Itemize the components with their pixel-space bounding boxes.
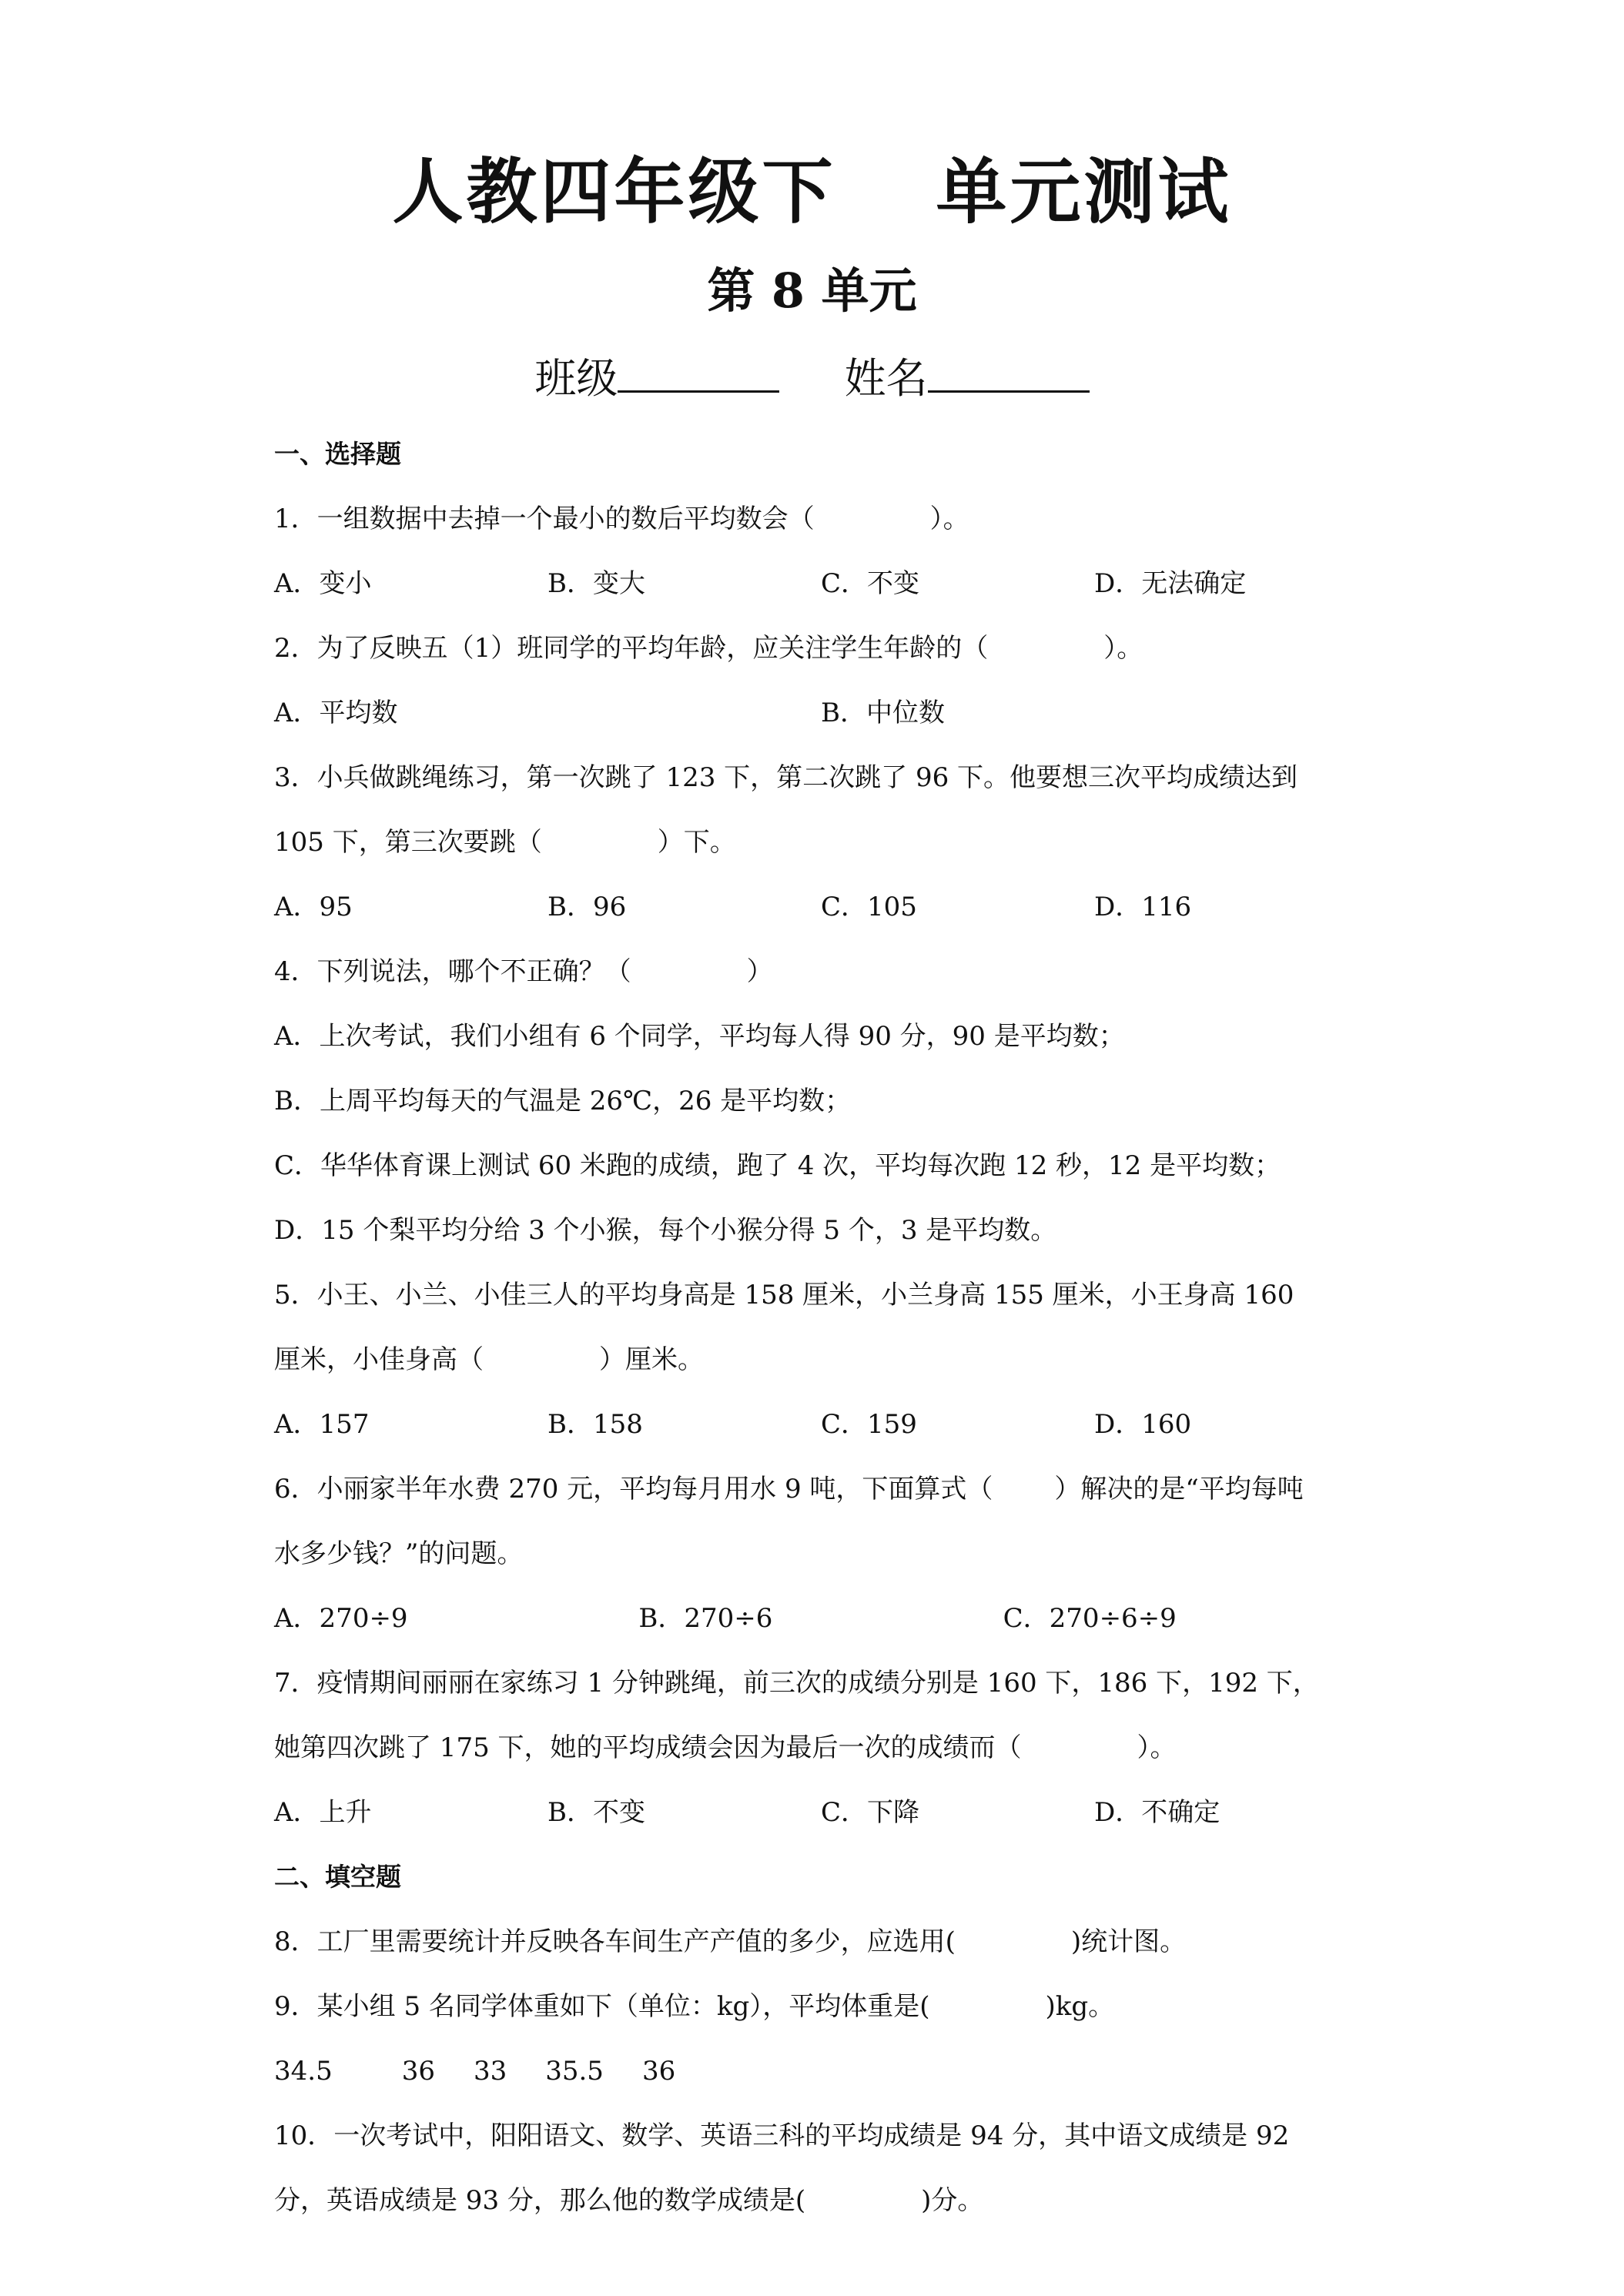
question-10: 10．一次考试中，阳阳语文、数学、英语三科的平均成绩是 94 分，其中语文成绩是 92: [274, 2120, 1290, 2151]
option-b[interactable]: B．变大: [547, 568, 645, 599]
weight-value: 36: [401, 2056, 435, 2087]
question-5-continued: 厘米，小佳身高（ ）厘米。: [274, 1344, 704, 1375]
worksheet-body: [274, 422, 1368, 2233]
name-blank[interactable]: [928, 350, 1090, 393]
option-a[interactable]: A．157: [274, 1409, 370, 1440]
option-c[interactable]: C．270÷6÷9: [1003, 1603, 1177, 1634]
option-a[interactable]: A．95: [274, 892, 353, 922]
question-3-options: [274, 875, 1368, 939]
option-d[interactable]: D．116: [1094, 892, 1192, 922]
question-7-options: [274, 1780, 1368, 1845]
question-9: 9．某小组 5 名同学体重如下（单位：kg），平均体重是( )kg。: [274, 1991, 1115, 2022]
option-b[interactable]: B．270÷6: [638, 1603, 773, 1634]
question-7-continued: 她第四次跳了 175 下，她的平均成绩会因为最后一次的成绩而（ ）。: [274, 1732, 1177, 1763]
class-label: 班级: [534, 354, 618, 403]
option-c[interactable]: C．105: [821, 892, 917, 922]
option-a[interactable]: A．平均数: [274, 698, 398, 728]
question-5: 5．小王、小兰、小佳三人的平均身高是 158 厘米，小兰身高 155 厘米，小王身高 160: [274, 1280, 1294, 1310]
option-d[interactable]: D．不确定: [1094, 1797, 1221, 1828]
question-6: 6．小丽家半年水费 270 元，平均每月用水 9 吨，下面算式（ ）解决的是“平均每吨: [274, 1474, 1304, 1504]
student-info-row: [0, 350, 1624, 406]
page-title: [0, 146, 1624, 239]
weight-value: 33: [473, 2056, 507, 2087]
option-b[interactable]: B．96: [547, 892, 627, 922]
option-c[interactable]: C．不变: [821, 568, 920, 599]
question-8: 8．工厂里需要统计并反映各车间生产产值的多少，应选用( )统计图。: [274, 1926, 1187, 1957]
option-a[interactable]: A．上次考试，我们小组有 6 个同学，平均每人得 90 分，90 是平均数；: [274, 1021, 1125, 1052]
option-b[interactable]: B．158: [547, 1409, 643, 1440]
option-c[interactable]: C．下降: [821, 1797, 920, 1828]
weight-value: 36: [641, 2056, 676, 2087]
question-5-options: [274, 1392, 1368, 1457]
class-blank[interactable]: [618, 350, 779, 393]
option-d[interactable]: D．无法确定: [1094, 568, 1247, 599]
option-c[interactable]: C．华华体育课上测试 60 米跑的成绩，跑了 4 次，平均每次跑 12 秒，12 是平均数；: [274, 1150, 1281, 1181]
option-d[interactable]: D．160: [1094, 1409, 1192, 1440]
option-a[interactable]: A．上升: [274, 1797, 372, 1828]
option-c[interactable]: C．159: [821, 1409, 917, 1440]
question-6-options: [274, 1586, 1368, 1651]
question-3-continued: 105 下，第三次要跳（ ）下。: [274, 827, 736, 858]
title-right: 单元测试: [936, 151, 1232, 233]
option-a[interactable]: A．270÷9: [274, 1603, 408, 1634]
title-left: 人教四年级下: [392, 151, 836, 233]
question-7: 7．疫情期间丽丽在家练习 1 分钟跳绳，前三次的成绩分别是 160 下，186 下，192 下，: [274, 1668, 1319, 1699]
question-1-options: [274, 551, 1368, 616]
option-b[interactable]: B．上周平均每天的气温是 26℃，26 是平均数；: [274, 1086, 852, 1116]
section-heading-fill: 二、填空题: [274, 1862, 401, 1892]
question-2-options: [274, 681, 1368, 745]
weight-value: 35.5: [545, 2056, 604, 2087]
option-b[interactable]: B．不变: [547, 1797, 645, 1828]
unit-subtitle: 第 8 单元: [707, 263, 917, 319]
name-label: 姓名: [844, 354, 928, 403]
question-2: 2．为了反映五（1）班同学的平均年龄，应关注学生年龄的（ ）。: [274, 633, 1143, 664]
option-a[interactable]: A．变小: [274, 568, 372, 599]
question-10-continued: 分，英语成绩是 93 分，那么他的数学成绩是( )分。: [274, 2185, 984, 2216]
question-6-continued: 水多少钱？”的问题。: [274, 1538, 524, 1569]
option-b[interactable]: B．中位数: [821, 698, 945, 728]
question-1: 1．一组数据中去掉一个最小的数后平均数会（ ）。: [274, 504, 969, 534]
weight-value: 34.5: [274, 2056, 333, 2087]
question-3: 3．小兵做跳绳练习，第一次跳了 123 下，第二次跳了 96 下。他要想三次平均成绩达到: [274, 762, 1298, 793]
option-d[interactable]: D．15 个梨平均分给 3 个小猴，每个小猴分得 5 个，3 是平均数。: [274, 1215, 1057, 1246]
section-heading-choice: 一、选择题: [274, 439, 401, 469]
weight-values: [274, 2039, 1368, 2104]
question-4: 4．下列说法，哪个不正确？（ ）: [274, 956, 773, 987]
